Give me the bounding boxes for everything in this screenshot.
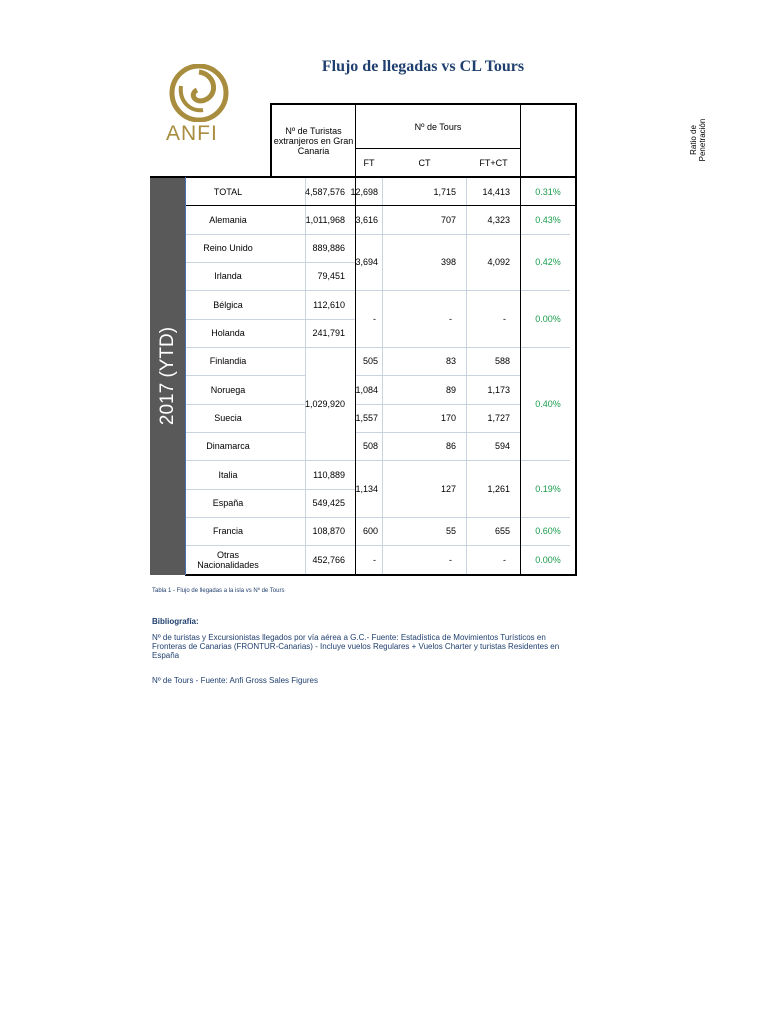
ft-finlandia: 505: [362, 356, 378, 366]
ct-francia: 55: [445, 526, 456, 536]
header-tourists: Nº de Turistas extranjeros en Gran Canaria: [273, 126, 354, 156]
ft-alemania: 3,616: [355, 215, 378, 225]
row-label-belgica: Bélgica: [213, 299, 243, 310]
row-label-italia: Italia: [218, 469, 238, 480]
ftct-otras: -: [503, 554, 506, 565]
ct-benelux: -: [449, 313, 452, 324]
tourists-total: 4,587,576: [304, 187, 345, 197]
tourists-irlanda: 79,451: [317, 271, 345, 281]
bibliography-source-1: Nº de turistas y Excursionistas llegados por vía aérea a G.C.- Fuente: Estadística de Movimientos Turísticos en Fronteras de Canarias (FRONTUR-Canarias) - Incluye vuelos Regulares + Vuelos Charter y turistas Residentes en España: [152, 633, 560, 660]
ct-finlandia: 83: [445, 356, 456, 366]
row-label-otras: Otras Nacionalidades: [197, 549, 259, 570]
ft-dinamarca: 508: [362, 441, 378, 451]
ratio-francia: 0.60%: [535, 526, 561, 536]
ct-south: 127: [440, 483, 456, 494]
ct-suecia: 170: [440, 413, 456, 423]
ft-francia: 600: [362, 526, 378, 536]
bibliography-source-2: Nº de Tours - Fuente: Anfi Gross Sales Figures: [152, 676, 318, 685]
ftct-alemania: 4,323: [487, 215, 510, 225]
ct-total: 1,715: [433, 187, 456, 197]
ftct-finlandia: 588: [494, 356, 510, 366]
ratio-south: 0.19%: [535, 483, 561, 494]
row-label-holanda: Holanda: [211, 328, 245, 338]
ft-noruega: 1,084: [355, 384, 378, 395]
row-label-total: TOTAL: [213, 187, 243, 197]
tourists-otras: 452,766: [312, 554, 345, 565]
tourists-reino-unido: 889,886: [312, 243, 345, 253]
ftct-south: 1,261: [487, 483, 510, 494]
ratio-benelux: 0.00%: [535, 313, 561, 324]
row-label-suecia: Suecia: [214, 413, 242, 423]
ftct-benelux: -: [503, 313, 506, 324]
tourists-francia: 108,870: [312, 526, 345, 536]
ft-total: 12,698: [350, 187, 378, 197]
ct-uk: 398: [440, 257, 456, 267]
row-label-francia: Francia: [212, 526, 243, 536]
bibliography-title: Bibliografía:: [152, 617, 199, 626]
row-label-alemania: Alemania: [209, 215, 247, 225]
row-label-espana: España: [212, 498, 244, 508]
tourists-italia: 110,889: [313, 469, 345, 480]
header-ratio: Ratio de Penetración: [689, 118, 707, 162]
ct-dinamarca: 86: [445, 441, 456, 451]
ftct-uk: 4,092: [487, 257, 510, 267]
row-label-dinamarca: Dinamarca: [206, 441, 250, 451]
ftct-total: 14,413: [482, 187, 510, 197]
header-tours: Nº de Tours: [414, 121, 462, 132]
ft-benelux: -: [373, 313, 376, 324]
row-label-finlandia: Finlandia: [209, 356, 247, 366]
ft-south: 1,134: [355, 483, 378, 494]
ft-otras: -: [373, 554, 376, 565]
tourists-belgica: 112,610: [313, 299, 345, 310]
tourists-holanda: 241,791: [312, 328, 345, 338]
header-ct: CT: [418, 158, 431, 168]
row-label-irlanda: Irlanda: [214, 271, 242, 281]
row-label-reino-unido: Reino Unido: [203, 243, 253, 253]
page-title: Flujo de llegadas vs CL Tours: [321, 58, 525, 75]
ftct-dinamarca: 594: [494, 441, 510, 451]
period-label: 2017 (YTD): [156, 326, 178, 426]
ftct-noruega: 1,173: [487, 384, 510, 395]
ft-uk: 3,694: [355, 257, 378, 267]
table-caption: Tabla 1 - Flujo de llegadas a la isla vs Nº de Tours: [152, 588, 285, 594]
ratio-total: 0.31%: [535, 187, 561, 197]
ratio-alemania: 0.43%: [535, 215, 561, 225]
tourists-nordic: 1,029,920: [304, 398, 345, 409]
period-band: [150, 177, 185, 575]
ratio-otras: 0.00%: [535, 554, 561, 565]
ct-alemania: 707: [440, 215, 456, 225]
ftct-suecia: 1,727: [487, 413, 510, 423]
ftct-francia: 655: [494, 526, 510, 536]
row-label-noruega: Noruega: [210, 384, 246, 395]
ct-otras: -: [449, 554, 452, 565]
tourists-espana: 549,425: [312, 498, 345, 508]
ct-noruega: 89: [445, 384, 456, 395]
header-ft: FT: [363, 158, 375, 168]
ratio-uk: 0.42%: [535, 257, 561, 267]
header-ftct: FT+CT: [479, 158, 508, 168]
tourists-alemania: 1,011,968: [305, 215, 345, 225]
arrivals-table: [150, 103, 707, 576]
ft-suecia: 1,557: [355, 413, 378, 423]
ratio-nordic: 0.40%: [535, 398, 561, 409]
logo-text: ANFI: [166, 122, 218, 145]
